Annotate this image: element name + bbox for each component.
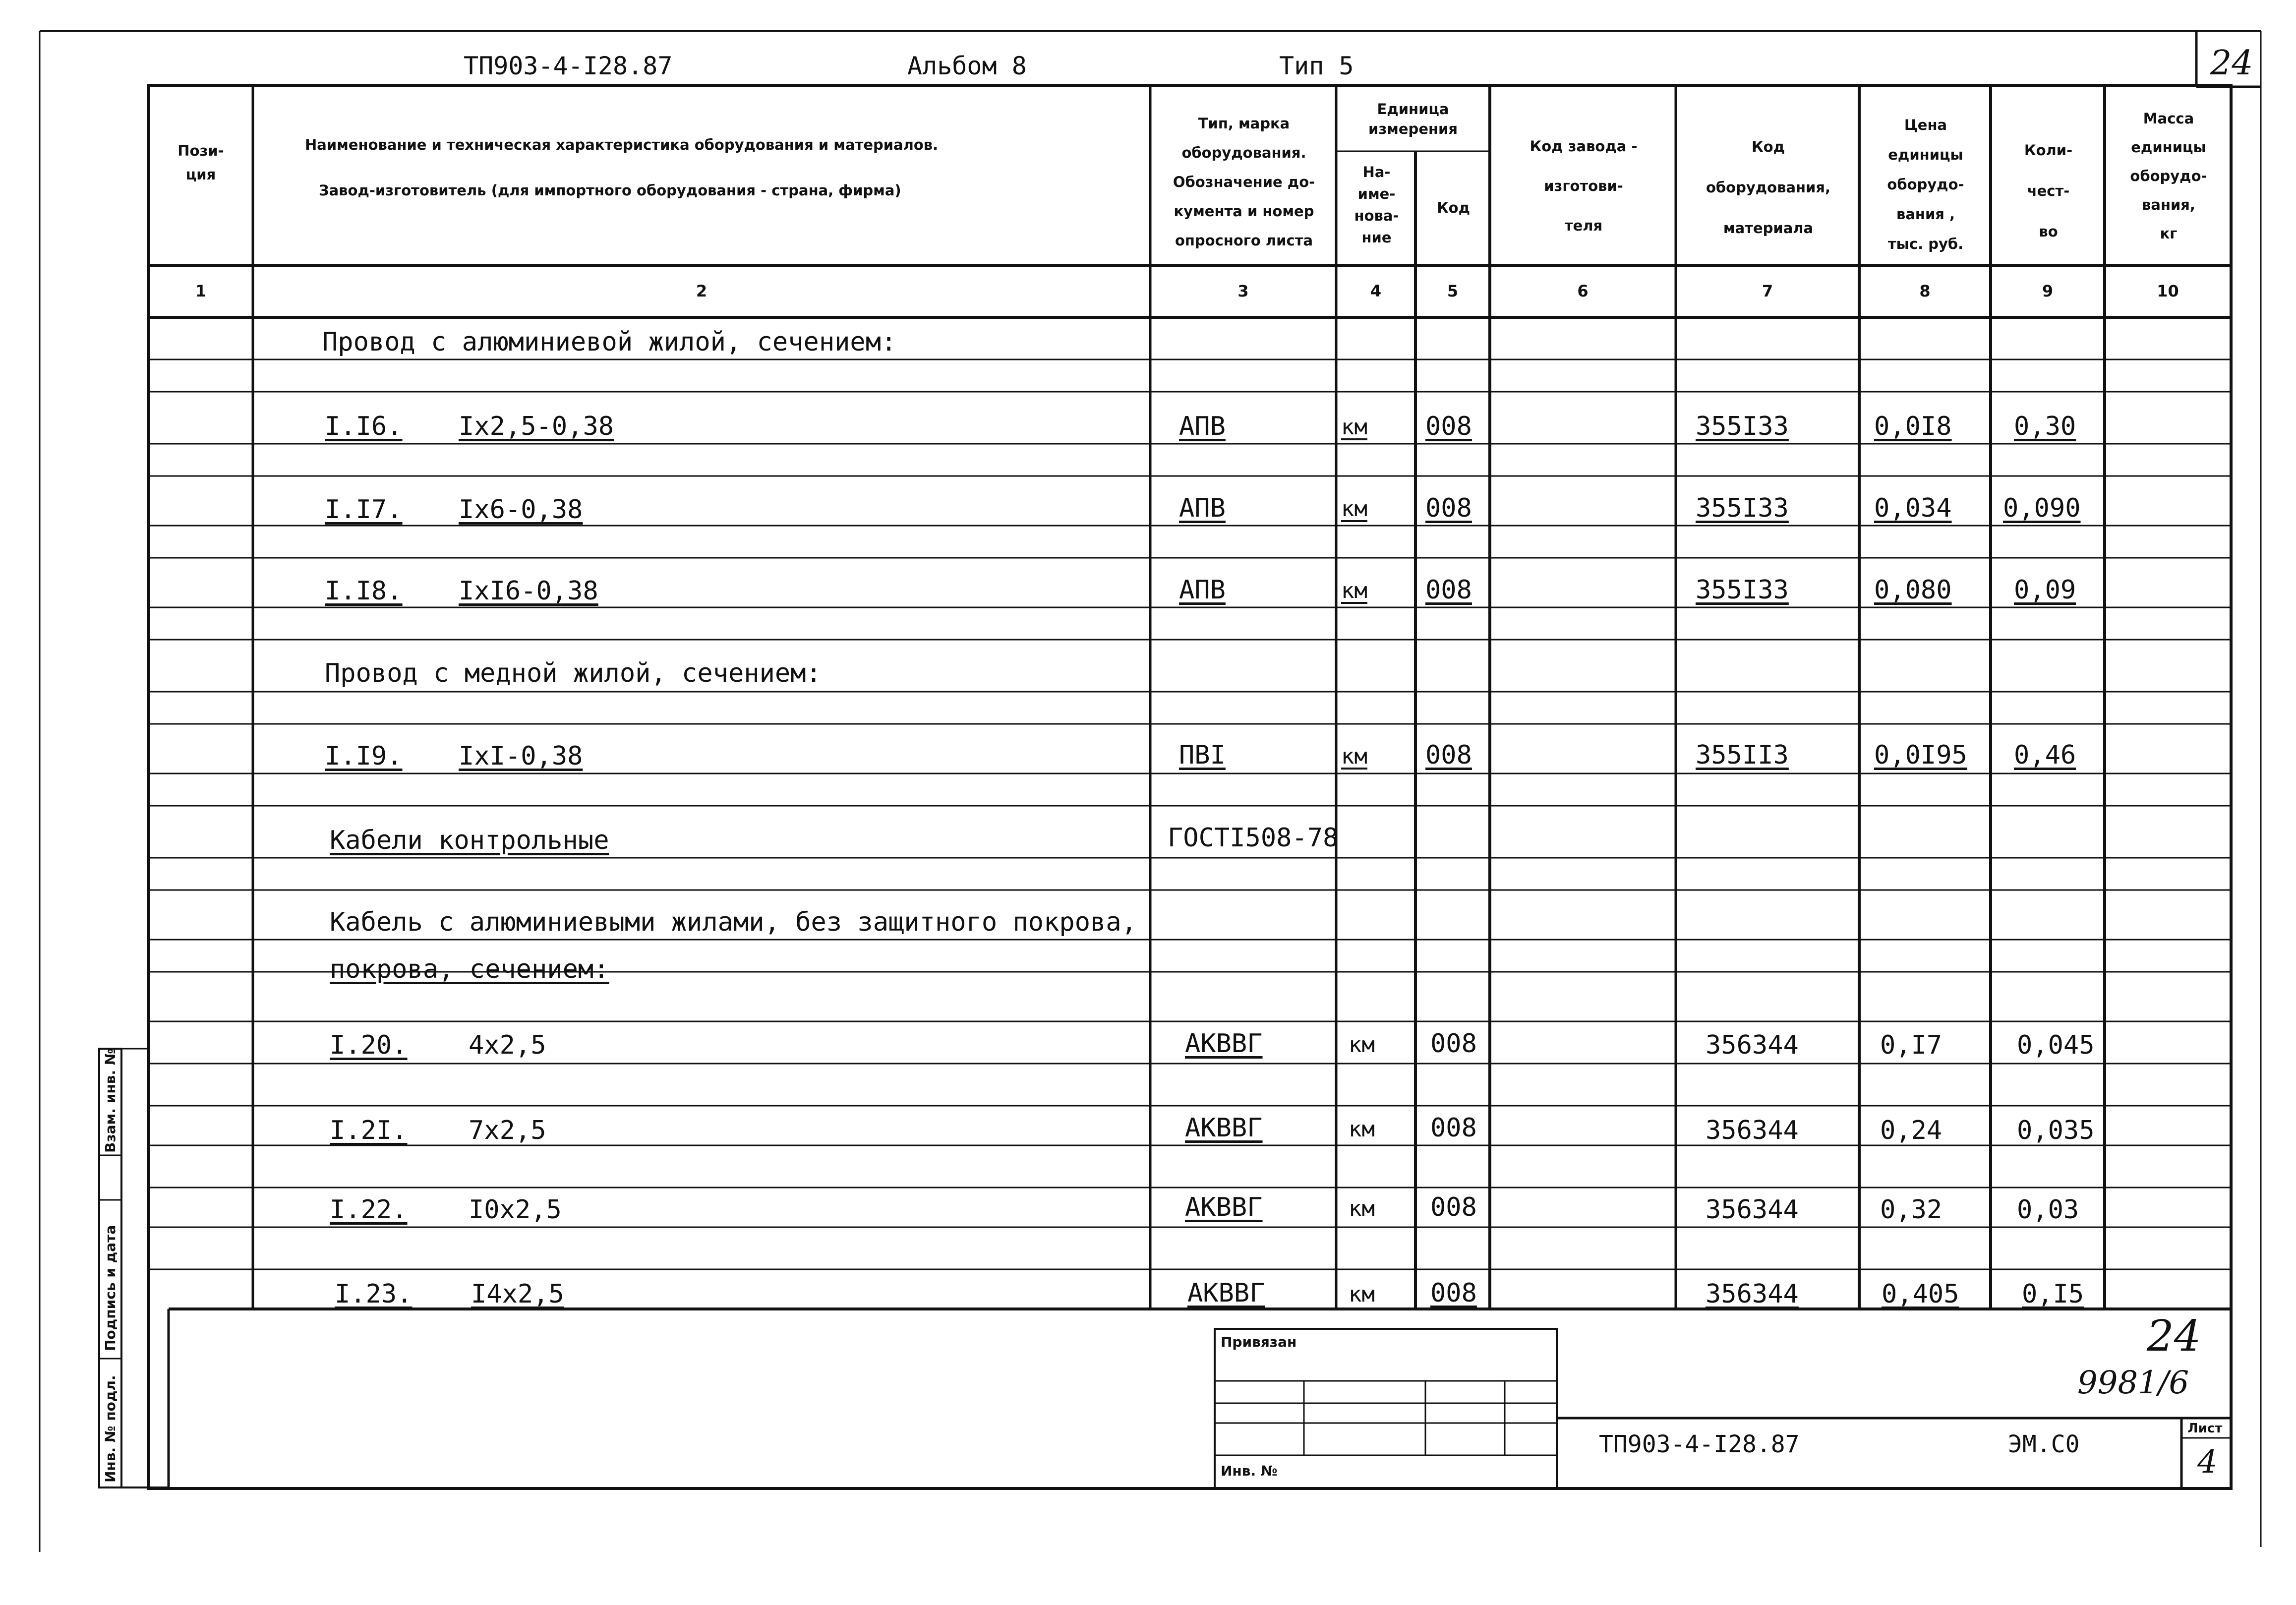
handwritten-code: 9981/6 [2077,1365,2189,1401]
row-price: 0,I7 [1880,1030,1943,1060]
row-unit: км [1341,496,1367,522]
row-quantity: 0,045 [2017,1030,2095,1060]
row-position: I.20. [330,1030,408,1060]
col-type-header: Тип, марка оборудования. Обозначение до- кумента и номер опросного листа [1173,115,1315,249]
row-type: АКВВГ [1185,1192,1263,1222]
title-mark: ЭМ.С0 [2008,1430,2080,1458]
row-material-code: 355I33 [1696,412,1789,441]
row-position: I.2I. [330,1116,408,1145]
row-unit: км [1341,744,1367,769]
row-material-code: 356344 [1706,1279,1799,1309]
col-number: 5 [1447,282,1459,300]
col-number: 10 [2157,282,2179,300]
row-unit-code: 008 [1430,1029,1477,1059]
row-material-code: 355I33 [1696,493,1789,523]
row-unit-code: 008 [1430,1192,1477,1222]
row-price: 0,0I8 [1874,412,1952,441]
row-price: 0,24 [1880,1116,1943,1145]
col-unit-name-header: На- име- нова- ние [1354,164,1399,246]
row-spec: IхI6-0,38 [459,576,598,606]
row-unit: км [1341,578,1367,603]
row-position: I.23. [335,1279,412,1309]
row-unit: км [1349,1117,1375,1142]
row-position: I.I7. [325,495,403,525]
row-unit: км [1349,1282,1375,1307]
row-type: АПВ [1179,412,1226,441]
row-quantity: 0,30 [2014,412,2076,441]
row-position: I.I9. [325,741,403,771]
col-number: 8 [1919,282,1931,300]
type-label: Тип 5 [1279,52,1354,80]
row-quantity: 0,035 [2017,1116,2095,1145]
col-quantity-header: Коли- чест- во [2024,142,2073,240]
row-price: 0,32 [1880,1195,1943,1225]
col-price-header: Цена единицы оборудо- вания , тыс. руб. [1887,117,1964,252]
row-price: 0,080 [1874,575,1952,605]
col-mass-header: Масса единицы оборудо- вания, кг [2130,110,2207,242]
col-number: 2 [696,282,707,300]
col-name-header-line2: Завод-изготовитель (для импортного оборудования - страна, фирма) [319,182,901,199]
section-heading: Кабель с алюминиевыми жилами, без защитного покрова, [330,907,1137,937]
section-heading-continued: покрова, сечением: [330,954,609,984]
col-number: 7 [1762,282,1773,300]
side-label-signature-date: Подпись и дата [102,1225,118,1351]
row-spec: Iх2,5-0,38 [459,412,614,441]
col-material-code-header: Код оборудования, материала [1706,138,1831,237]
row-spec: I0х2,5 [469,1195,562,1225]
row-quantity: 0,I5 [2022,1279,2084,1309]
row-material-code: 356344 [1706,1195,1799,1225]
row-spec: I4х2,5 [471,1279,564,1309]
row-type: АКВВГ [1185,1029,1263,1059]
row-material-code: 356344 [1706,1116,1799,1145]
row-type-standard: ГОСТI508-78 [1168,823,1339,853]
row-spec: 7х2,5 [469,1116,546,1145]
row-price: 0,034 [1874,493,1952,523]
sheet-label: Лист [2187,1421,2223,1436]
row-unit-code: 008 [1425,412,1472,441]
row-material-code: 355I33 [1696,575,1789,605]
row-type: АПВ [1179,575,1226,605]
sheet-number: 4 [2197,1444,2218,1481]
row-quantity: 0,46 [2014,740,2076,770]
row-unit-code: 008 [1425,740,1472,770]
row-unit: км [1349,1196,1375,1221]
row-position: I.I6. [325,412,403,441]
row-quantity: 0,03 [2017,1195,2079,1225]
section-heading: Провод с алюминиевой жилой, сечением: [322,327,897,357]
row-unit-code: 008 [1430,1113,1477,1143]
col-number: 4 [1370,282,1382,300]
col-position-header: Пози- ция [177,142,224,183]
section-heading: Кабели контрольные [330,826,609,855]
col-unit-code-header: Код [1436,199,1471,216]
row-material-code: 356344 [1706,1030,1799,1060]
row-type: ПВI [1179,740,1226,770]
page-corner-number: 24 [2210,44,2253,83]
row-quantity: 0,09 [2014,575,2076,605]
row-spec: IхI-0,38 [459,741,583,771]
row-quantity: 0,090 [2003,493,2081,523]
row-type: АПВ [1179,493,1226,523]
col-number: 6 [1577,282,1589,300]
col-number: 9 [2042,282,2054,300]
row-spec: Iх6-0,38 [459,495,583,525]
row-unit-code: 008 [1425,493,1472,523]
side-label-replacement-inventory: Взам. инв. № [102,1048,118,1153]
row-material-code: 355II3 [1696,740,1789,770]
handwritten-number: 24 [2147,1311,2201,1361]
section-heading: Провод с медной жилой, сечением: [325,658,822,688]
col-number: 1 [195,282,207,300]
col-name-header-line1: Наименование и техническая характеристика оборудования и материалов. [305,136,939,153]
side-label-inventory-original: Инв. № подл. [102,1375,118,1483]
col-number: 3 [1237,282,1249,300]
row-price: 0,0I95 [1874,740,1967,770]
title-doc-code: ТП903-4-I28.87 [1599,1430,1800,1458]
row-unit: км [1341,415,1367,440]
row-unit: км [1349,1032,1375,1058]
row-type: АКВВГ [1185,1113,1263,1143]
tied-label: Привязан [1221,1334,1297,1350]
doc-code: ТП903-4-I28.87 [464,52,673,80]
col-factory-code-header: Код завода - изготови- теля [1530,138,1638,234]
row-unit-code: 008 [1430,1278,1477,1308]
row-position: I.I8. [325,576,403,606]
row-spec: 4х2,5 [469,1030,546,1060]
col-unit-header: Единица измерения [1368,101,1458,137]
row-position: I.22. [330,1195,408,1225]
album-label: Альбом 8 [907,52,1027,80]
row-type: АКВВГ [1187,1278,1265,1308]
row-unit-code: 008 [1425,575,1472,605]
inventory-label: Инв. № [1221,1463,1278,1479]
row-price: 0,405 [1882,1279,1959,1309]
